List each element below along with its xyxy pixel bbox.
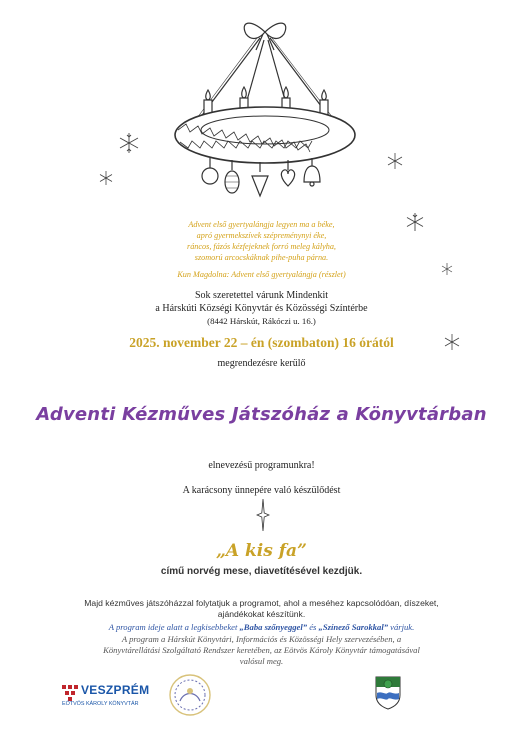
poem-line: ráncos, fázós kézfejeknek forró meleg kályha,	[187, 242, 336, 251]
invite-line: a Hárskúti Községi Könyvtár és Közösségi Színtérbe	[155, 302, 368, 314]
poem-credit: Kun Magdolna: Advent első gyertyalángja (részlet)	[177, 270, 346, 279]
library-network-seal-icon	[168, 673, 212, 717]
baby-note-text: várjuk.	[388, 622, 415, 632]
program-line: elnevezésű programunkra!	[208, 460, 315, 471]
organizer-line: A program a Hárskút Könyvtári, Információs és Közösségi Hely szervezésében, a	[121, 634, 402, 644]
harskut-coat-of-arms-icon	[374, 675, 402, 711]
organizer-line: valósul meg.	[239, 656, 284, 666]
invite-address: (8442 Hárskút, Rákóczi u. 16.)	[207, 316, 316, 326]
poem-line: Advent első gyertyalángja legyen ma a béke,	[188, 220, 335, 229]
organizer-line: Könyvtárellátási Szolgáltató Rendszer keretében, az Eötvös Károly Könyvtár támogatásával	[103, 645, 420, 655]
star-icon	[256, 498, 270, 532]
prep-line: A karácsony ünnepére való készülődést	[182, 485, 341, 496]
baby-note-text: A program ideje alatt a legkisebbeket	[108, 622, 240, 632]
coloring-corner-label: „Színező Sarokkal”	[318, 622, 389, 632]
snowflake-icon	[98, 170, 114, 186]
invite-line: Sok szeretettel várunk Mindenkit	[194, 290, 329, 301]
poem-line: szomorú arcocskáknak pihe-puha párna.	[194, 253, 329, 262]
baby-note-text: és	[307, 622, 319, 632]
event-date: 2025. november 22 – én (szombaton) 16 órától	[129, 335, 394, 350]
poem-line: apró gyermekszívek szépreménynyi éke,	[196, 231, 327, 240]
baby-note	[0, 622, 523, 632]
veszprem-library-logo	[62, 682, 154, 712]
craft-line: Majd kézműves játszóházzal folytatjuk a programot, ahol a meséhez kapcsolódóan, díszeket,	[84, 598, 439, 608]
story-title: „A kis fa”	[216, 541, 307, 561]
invitation-block	[0, 290, 523, 328]
poem	[0, 219, 523, 263]
story-subtitle: című norvég mese, diavetítésével kezdjük.	[160, 566, 363, 577]
event-title: Adventi Kézműves Játszóház a Könyvtárban	[36, 404, 487, 425]
advent-wreath-illustration	[160, 10, 370, 210]
veszprem-subtitle: EÖTVÖS KÁROLY KÖNYVTÁR	[62, 701, 139, 707]
organizer-note	[0, 634, 523, 667]
craft-line: ajándékokat készítünk.	[217, 609, 306, 619]
library-logo-icon	[62, 685, 78, 701]
baby-mat-label: „Baba szőnyeggel”	[239, 622, 308, 632]
veszprem-title: VESZPRÉM	[81, 683, 150, 697]
snowflake-icon	[386, 152, 404, 170]
invite-line: megrendezésre kerülő	[217, 358, 306, 369]
craft-description	[0, 598, 523, 620]
snowflake-icon	[118, 132, 140, 154]
